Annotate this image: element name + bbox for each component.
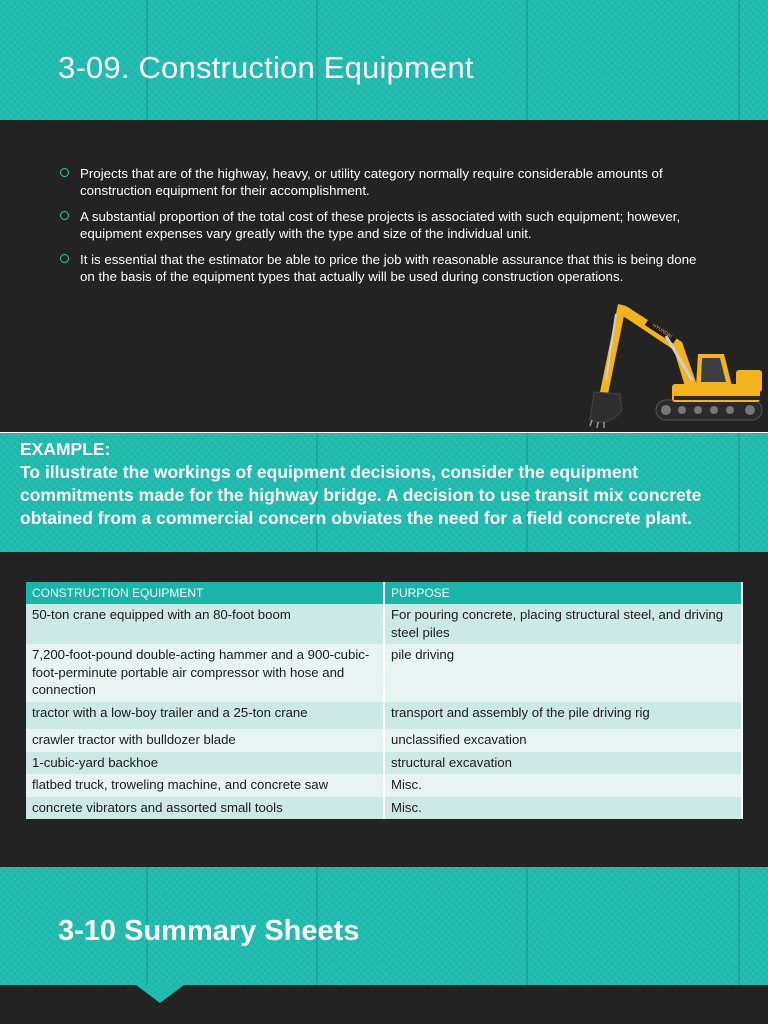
table-cell: Misc. [384, 797, 742, 820]
table-row [26, 702, 742, 730]
table-cell: concrete vibrators and assorted small tools [26, 797, 384, 820]
bullet-text: A substantial proportion of the total cost of these projects is associated with such equipment; however, equipment expenses vary greatly with the type and size of the individual unit. [80, 208, 681, 242]
slide-title: 3-09. Construction Equipment [58, 50, 474, 85]
table-cell: 1-cubic-yard backhoe [26, 752, 384, 775]
slide-header [0, 0, 768, 120]
header-divider-line [738, 0, 740, 120]
hollow-circle-bullet-icon [60, 211, 69, 220]
table-row [26, 797, 742, 820]
bullet-item [60, 251, 700, 286]
table-cell: unclassified excavation [384, 729, 742, 752]
table-row [26, 644, 742, 702]
table-row [26, 774, 742, 797]
example-band [0, 432, 768, 553]
equipment-table [26, 582, 743, 819]
table-cell: pile driving [384, 644, 742, 702]
column-header: PURPOSE [384, 582, 742, 604]
example-heading: EXAMPLE: [20, 439, 111, 459]
table-cell: structural excavation [384, 752, 742, 775]
excavator-icon [586, 300, 766, 432]
table-header-row [26, 582, 742, 604]
slide-title-2: 3-10 Summary Sheets [58, 915, 360, 947]
table-cell: tractor with a low-boy trailer and a 25-ton crane [26, 702, 384, 730]
bullet-item [60, 165, 700, 200]
example-body: To illustrate the workings of equipment decisions, consider the equipment commitments made for the highway bridge. A decision to use transit mix concrete obtained from a commercial concern obviates the need for a field concrete plant. [20, 462, 702, 528]
table-cell: flatbed truck, troweling machine, and concrete saw [26, 774, 384, 797]
bullet-text: It is essential that the estimator be able to price the job with reasonable assurance that this is being done on the basis of the equipment types that actually will be used during construction operations. [80, 251, 697, 285]
header-notch [136, 985, 184, 1003]
example-text-block [20, 438, 750, 530]
header-divider-line [526, 867, 528, 985]
bullet-list [60, 165, 700, 293]
table-cell: For pouring concrete, placing structural steel, and driving steel piles [384, 604, 742, 644]
header-divider-line [738, 867, 740, 985]
table-row [26, 752, 742, 775]
table-cell: transport and assembly of the pile driving rig [384, 702, 742, 730]
bullet-text: Projects that are of the highway, heavy, or utility category normally require considerable amounts of construction equipment for their accomplishment. [80, 166, 663, 199]
slide-header-2 [0, 867, 768, 985]
table-row [26, 729, 742, 752]
header-divider-line [526, 0, 528, 120]
table-cell: 50-ton crane equipped with an 80-foot boom [26, 604, 384, 644]
hollow-circle-bullet-icon [60, 254, 69, 263]
hollow-circle-bullet-icon [60, 168, 69, 177]
bullet-item [60, 208, 700, 243]
table-cell: 7,200-foot-pound double-acting hammer and a 900-cubic-foot-perminute portable air compressor with hose and connection [26, 644, 384, 702]
table-section [0, 552, 768, 867]
excavator-brand-text: HYUNDAI [650, 322, 674, 340]
table-row [26, 604, 742, 644]
table-cell: Misc. [384, 774, 742, 797]
table-cell: crawler tractor with bulldozer blade [26, 729, 384, 752]
column-header: CONSTRUCTION EQUIPMENT [26, 582, 384, 604]
